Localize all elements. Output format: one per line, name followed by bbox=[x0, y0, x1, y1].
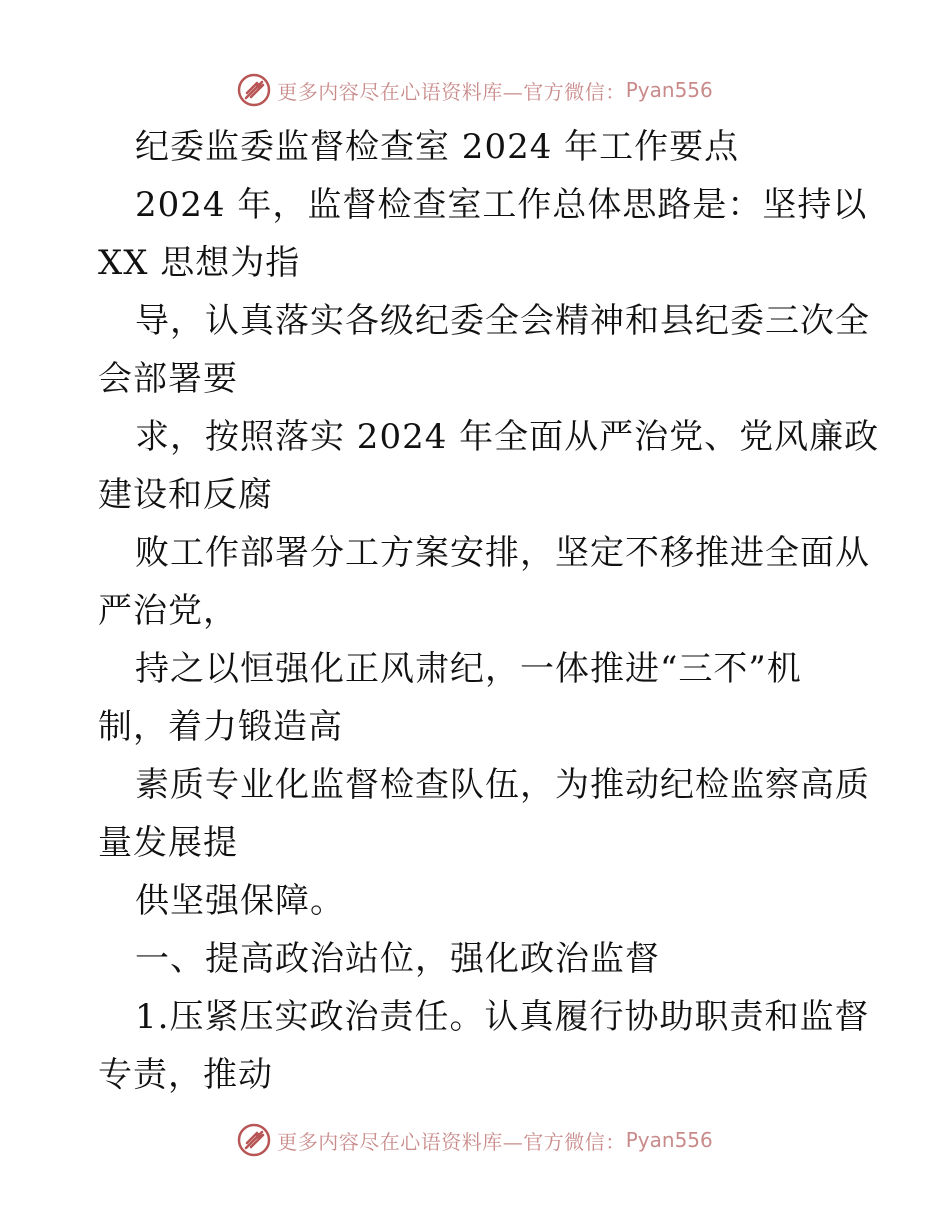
text-line: 会部署要 bbox=[98, 359, 238, 399]
text-line: 败工作部署分工方案安排，坚定不移推进全面从 bbox=[135, 533, 870, 573]
header-watermark-id: Pyan556 bbox=[625, 78, 713, 102]
text-line: 素质专业化监督检查队伍，为推动纪检监察高质 bbox=[135, 765, 870, 805]
text-line: 导，认真落实各级纪委全会精神和县纪委三次全 bbox=[135, 301, 870, 341]
text-line: 严治党， bbox=[98, 591, 238, 631]
text-line: 持之以恒强化正风肃纪，一体推进“三不”机 bbox=[135, 649, 802, 689]
text-line: 纪委监委监督检查室 2024 年工作要点 bbox=[135, 127, 740, 167]
header-watermark-text: 更多内容尽在心语资料库—官方微信： bbox=[277, 79, 626, 104]
text-line: 建设和反腐 bbox=[98, 475, 273, 515]
footer-watermark-id: Pyan556 bbox=[625, 1128, 713, 1152]
text-line: 1.压紧压实政治责任。认真履行协助职责和监督 bbox=[135, 997, 870, 1037]
feather-seal-logo bbox=[237, 1123, 271, 1157]
header-watermark bbox=[0, 70, 950, 110]
text-line: XX 思想为指 bbox=[98, 243, 301, 283]
text-line: 一、提高政治站位，强化政治监督 bbox=[135, 939, 660, 979]
text-line: 求，按照落实 2024 年全面从严治党、党风廉政 bbox=[135, 417, 880, 457]
feather-seal-logo bbox=[237, 73, 271, 107]
text-line: 2024 年，监督检查室工作总体思路是：坚持以 bbox=[135, 185, 868, 225]
text-line: 专责，推动 bbox=[98, 1055, 273, 1095]
footer-watermark bbox=[0, 1120, 950, 1160]
footer-watermark-text: 更多内容尽在心语资料库—官方微信： bbox=[277, 1129, 626, 1154]
text-line: 量发展提 bbox=[98, 823, 238, 863]
document-body bbox=[98, 118, 880, 1104]
text-line: 制，着力锻造高 bbox=[98, 707, 343, 747]
text-line: 供坚强保障。 bbox=[135, 881, 345, 921]
